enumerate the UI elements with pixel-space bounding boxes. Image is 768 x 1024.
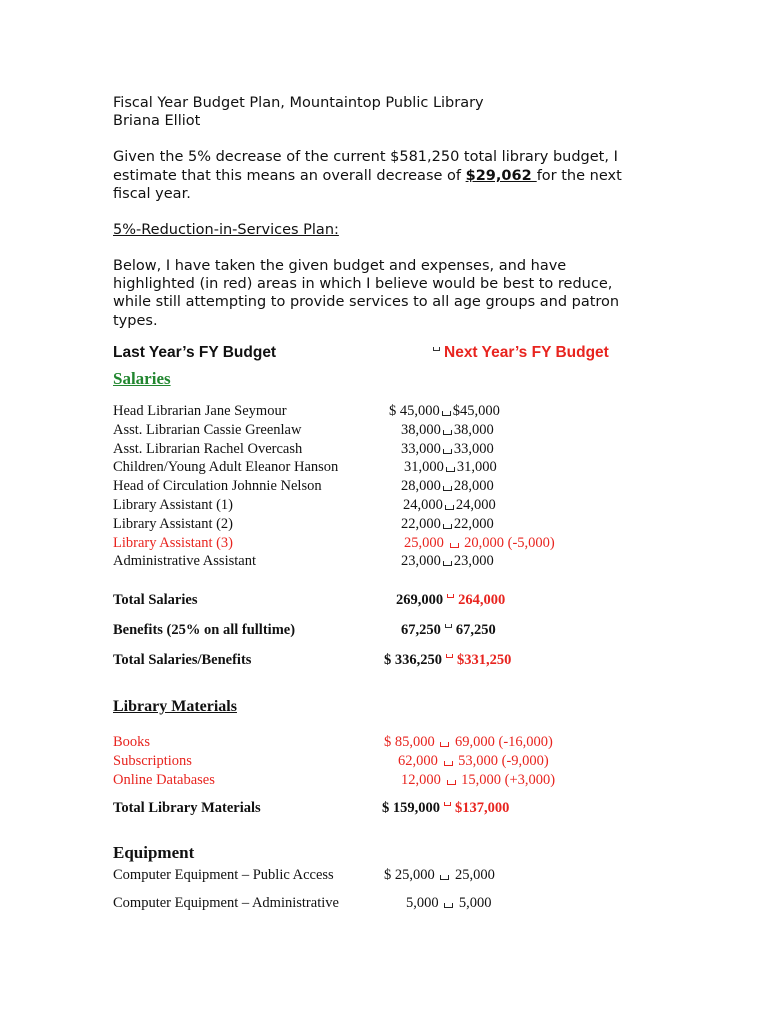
row-label: Asst. Librarian Cassie Greenlaw: [113, 422, 302, 438]
next-year-value: $137,000: [455, 800, 510, 816]
row-label: Subscriptions: [113, 753, 192, 769]
row-values: [398, 753, 549, 770]
total-salaries-row: [0, 592, 768, 611]
last-year-value: $ 336,250: [384, 652, 442, 668]
intro-line-1: Given the 5% decrease of the current $581,250 total library budget, I: [113, 149, 618, 165]
library-materials-heading: Library Materials: [113, 698, 237, 715]
intro-line-2: [113, 167, 622, 186]
placeholder-box-icon: [443, 524, 452, 529]
placeholder-box-icon: [433, 347, 440, 351]
placeholder-box-icon: [447, 594, 454, 598]
description-line-1: Below, I have taken the given budget and expenses, and have: [113, 258, 567, 274]
row-label: Asst. Librarian Rachel Overcash: [113, 441, 303, 457]
table-row-reduced: [0, 734, 768, 753]
table-row: [0, 478, 768, 497]
table-row: [0, 497, 768, 516]
description-line-4: types.: [113, 313, 158, 329]
last-year-value: 23,000: [401, 553, 441, 569]
table-row: [0, 441, 768, 460]
last-year-value: $ 45,000: [389, 403, 440, 419]
next-year-value: 67,250: [455, 622, 496, 638]
next-year-value: $45,000: [452, 403, 500, 419]
intro-line-2-end: for the next: [536, 168, 622, 184]
table-row-reduced: [0, 753, 768, 772]
table-row: [0, 422, 768, 441]
next-year-value: 33,000: [453, 441, 494, 457]
next-year-value: 25,000: [455, 867, 495, 883]
author-name: Briana Elliot: [113, 113, 201, 129]
next-year-value: 53,000 (-9,000): [458, 753, 549, 769]
last-year-value: 269,000: [396, 592, 444, 608]
row-label: Library Assistant (2): [113, 516, 234, 532]
row-values: [401, 422, 494, 439]
placeholder-box-icon: [444, 761, 453, 766]
next-year-heading-text: Next Year’s FY Budget: [444, 344, 609, 361]
next-year-column-heading: [429, 344, 609, 362]
placeholder-box-icon: [443, 561, 452, 566]
row-values: [406, 895, 492, 912]
next-year-value: 22,000: [453, 516, 494, 532]
next-year-value: $331,250: [457, 652, 512, 668]
row-values: [401, 553, 494, 570]
next-year-value: 20,000 (-5,000): [464, 535, 555, 551]
row-label: Total Salaries: [113, 592, 198, 608]
table-row: [0, 553, 768, 572]
row-values: [404, 535, 555, 552]
last-year-value: 33,000: [401, 441, 441, 457]
placeholder-box-icon: [443, 430, 452, 435]
benefits-row: [0, 622, 768, 641]
placeholder-box-icon: [445, 505, 454, 510]
row-values: [403, 497, 496, 514]
last-year-column-heading: Last Year’s FY Budget: [113, 344, 277, 361]
placeholder-box-icon: [446, 467, 455, 472]
next-year-value: 31,000: [456, 459, 497, 475]
next-year-value: 28,000: [453, 478, 494, 494]
row-values: [389, 403, 500, 420]
intro-line-2-start: estimate that this means an overall decrease of: [113, 168, 466, 184]
next-year-value: 5,000: [458, 895, 492, 911]
last-year-value: 28,000: [401, 478, 441, 494]
plan-heading: 5%-Reduction-in-Services Plan:: [113, 222, 339, 238]
row-label: Books: [113, 734, 151, 750]
row-label: Total Salaries/Benefits: [113, 652, 252, 668]
placeholder-box-icon: [444, 802, 451, 806]
row-label: Library Assistant (3): [113, 535, 234, 551]
row-values: [384, 867, 495, 884]
placeholder-box-icon: [447, 780, 456, 785]
table-row: [0, 895, 768, 914]
last-year-value: $ 85,000: [384, 734, 435, 750]
row-label: Children/Young Adult Eleanor Hanson: [113, 459, 339, 475]
row-values: [401, 622, 496, 639]
row-values: [382, 800, 509, 817]
salaries-heading: Salaries: [113, 369, 171, 388]
decrease-amount: $29,062: [465, 168, 537, 184]
placeholder-box-icon: [443, 449, 452, 454]
table-row: [0, 403, 768, 422]
last-year-value: $ 159,000: [382, 800, 440, 816]
row-label: Computer Equipment – Administrative: [113, 895, 339, 911]
intro-line-3: fiscal year.: [113, 186, 191, 202]
row-label: Benefits (25% on all fulltime): [113, 622, 296, 638]
next-year-value: 38,000: [453, 422, 494, 438]
description-line-2: highlighted (in red) areas in which I believe would be best to reduce,: [113, 276, 613, 292]
document-title: Fiscal Year Budget Plan, Mountaintop Public Library: [113, 95, 484, 111]
row-values: [401, 441, 494, 458]
next-year-value: 23,000: [453, 553, 494, 569]
last-year-value: 22,000: [401, 516, 441, 532]
row-label: Administrative Assistant: [113, 553, 256, 569]
last-year-value: $ 25,000: [384, 867, 435, 883]
last-year-value: 38,000: [401, 422, 441, 438]
equipment-heading: Equipment: [113, 843, 195, 862]
row-values: [401, 516, 494, 533]
row-values: [396, 592, 505, 609]
placeholder-box-icon: [444, 903, 453, 908]
row-values: [384, 734, 553, 751]
total-salaries-benefits-row: [0, 652, 768, 671]
total-library-materials-row: [0, 800, 768, 819]
row-values: [401, 772, 555, 789]
placeholder-box-icon: [443, 486, 452, 491]
row-label: Library Assistant (1): [113, 497, 234, 513]
next-year-value: 24,000: [455, 497, 496, 513]
last-year-value: 67,250: [401, 622, 441, 638]
row-label: Head Librarian Jane Seymour: [113, 403, 287, 419]
last-year-value: 62,000: [398, 753, 438, 769]
last-year-value: 5,000: [406, 895, 439, 911]
row-label: Computer Equipment – Public Access: [113, 867, 334, 883]
row-values: [404, 459, 497, 476]
last-year-value: 24,000: [403, 497, 443, 513]
table-row-reduced: [0, 772, 768, 791]
row-label: Online Databases: [113, 772, 215, 788]
table-row: [0, 867, 768, 886]
last-year-value: 25,000: [404, 535, 444, 551]
placeholder-box-icon: [440, 875, 449, 880]
description-line-3: while still attempting to provide services to all age groups and patron: [113, 294, 620, 310]
table-row: [0, 516, 768, 535]
row-label: Total Library Materials: [113, 800, 261, 816]
placeholder-box-icon: [450, 543, 459, 548]
row-label: Head of Circulation Johnnie Nelson: [113, 478, 322, 494]
next-year-value: 264,000: [458, 592, 506, 608]
placeholder-box-icon: [445, 624, 452, 628]
next-year-value: 15,000 (+3,000): [461, 772, 556, 788]
placeholder-box-icon: [440, 742, 449, 747]
last-year-value: 31,000: [404, 459, 444, 475]
placeholder-box-icon: [442, 411, 451, 416]
table-row: [0, 459, 768, 478]
placeholder-box-icon: [446, 654, 453, 658]
last-year-value: 12,000: [401, 772, 441, 788]
next-year-value: 69,000 (-16,000): [455, 734, 553, 750]
table-row-reduced: [0, 535, 768, 554]
row-values: [384, 652, 511, 669]
row-values: [401, 478, 494, 495]
